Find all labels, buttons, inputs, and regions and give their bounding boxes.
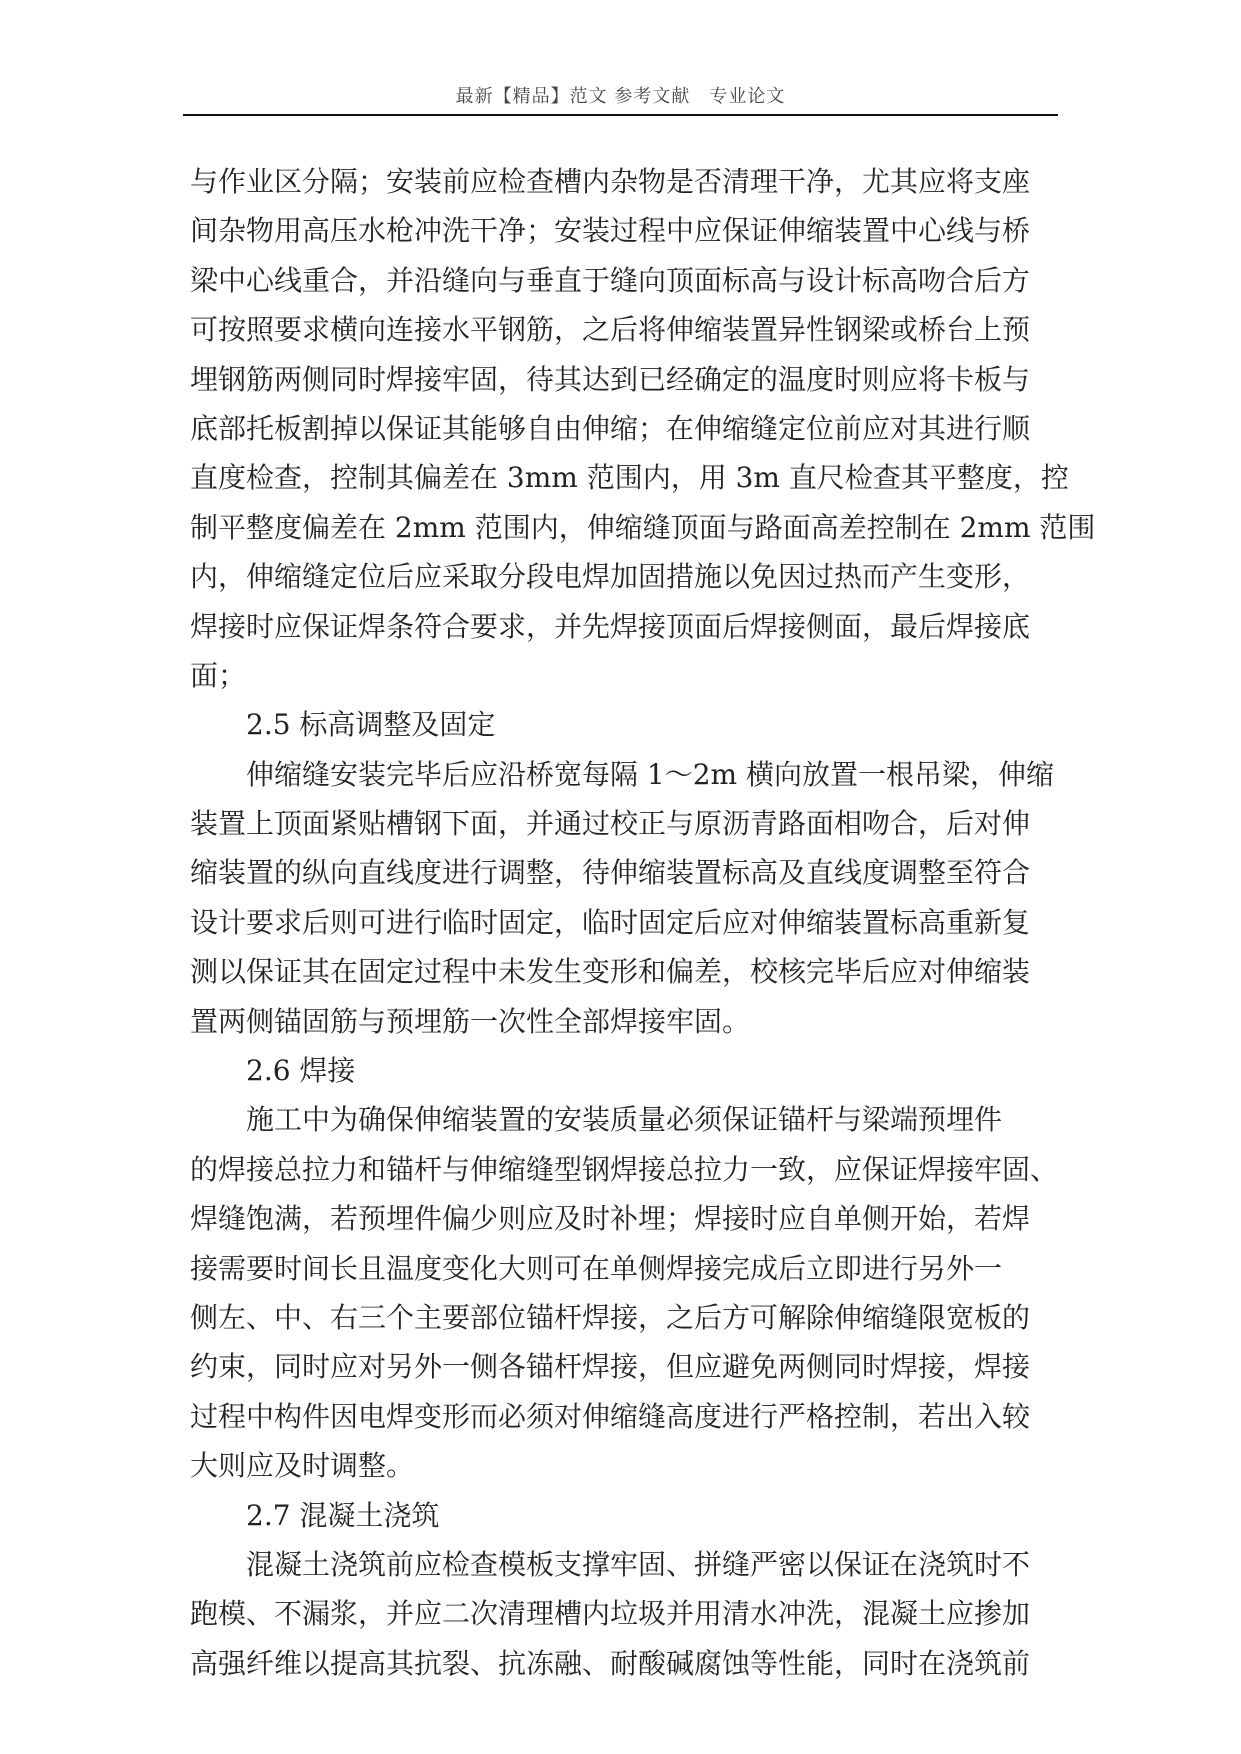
- section-heading-2-5: 2.5 标高调整及固定: [246, 708, 496, 742]
- body-line-31: 高强纤维以提高其抗裂、抗冻融、耐酸碱腐蚀等性能，同时在浇筑前: [190, 1646, 1031, 1680]
- body-line-16: 设计要求后则可进行临时固定，临时固定后应对伸缩装置标高重新复: [190, 905, 1031, 939]
- body-line-20: 施工中为确保伸缩装置的安装质量必须保证锚杆与梁端预埋件: [246, 1103, 1003, 1137]
- body-line-18: 置两侧锚固筋与预埋筋一次性全部焊接牢固。: [190, 1004, 751, 1038]
- body-line-15: 缩装置的纵向直线度进行调整，待伸缩装置标高及直线度调整至符合: [190, 856, 1031, 890]
- body-line-13: 伸缩缝安装完毕后应沿桥宽每隔 1～2m 横向放置一根吊梁，伸缩: [246, 757, 1054, 791]
- body-line-26: 过程中构件因电焊变形而必须对伸缩缝高度进行严格控制，若出入较: [190, 1399, 1031, 1433]
- body-line-11: 面；: [190, 658, 247, 692]
- body-line-21: 的焊接总拉力和锚杆与伸缩缝型钢焊接总拉力一致，应保证焊接牢固、: [190, 1152, 1059, 1186]
- body-line-29: 混凝土浇筑前应检查模板支撑牢固、拼缝严密以保证在浇筑时不: [246, 1547, 1031, 1581]
- body-line-2: 间杂物用高压水枪冲洗干净；安装过程中应保证伸缩装置中心线与桥: [190, 214, 1031, 248]
- body-line-5: 埋钢筋两侧同时焊接牢固，待其达到已经确定的温度时则应将卡板与: [190, 362, 1031, 396]
- body-line-4: 可按照要求横向连接水平钢筋，之后将伸缩装置异性钢梁或桥台上预: [190, 313, 1031, 347]
- body-line-22: 焊缝饱满，若预埋件偏少则应及时补埋；焊接时应自单侧开始，若焊: [190, 1202, 1031, 1236]
- body-line-30: 跑模、不漏浆，并应二次清理槽内垃圾并用清水冲洗，混凝土应掺加: [190, 1597, 1031, 1631]
- body-line-23: 接需要时间长且温度变化大则可在单侧焊接完成后立即进行另外一: [190, 1251, 1003, 1285]
- section-heading-2-7: 2.7 混凝土浇筑: [246, 1498, 440, 1532]
- body-line-14: 装置上顶面紧贴槽钢下面，并通过校正与原沥青路面相吻合，后对伸: [190, 807, 1031, 841]
- body-line-17: 测以保证其在固定过程中未发生变形和偏差，校核完毕后应对伸缩装: [190, 955, 1031, 989]
- body-line-24: 侧左、中、右三个主要部位锚杆焊接，之后方可解除伸缩缝限宽板的: [190, 1300, 1031, 1334]
- section-heading-2-6: 2.6 焊接: [246, 1054, 356, 1088]
- page-header: 最新【精品】范文 参考文献 专业论文: [455, 86, 786, 107]
- document-body: [190, 157, 1096, 1688]
- body-line-27: 大则应及时调整。: [190, 1449, 415, 1483]
- header-divider: [183, 114, 1058, 116]
- body-line-10: 焊接时应保证焊条符合要求，并先焊接顶面后焊接侧面，最后焊接底: [190, 609, 1031, 643]
- body-line-7: 直度检查，控制其偏差在 3mm 范围内，用 3m 直尺检查其平整度，控: [190, 461, 1069, 495]
- body-line-3: 梁中心线重合，并沿缝向与垂直于缝向顶面标高与设计标高吻合后方: [190, 263, 1031, 297]
- body-line-8: 制平整度偏差在 2mm 范围内，伸缩缝顶面与路面高差控制在 2mm 范围: [190, 510, 1096, 544]
- body-line-25: 约束，同时应对另外一侧各锚杆焊接，但应避免两侧同时焊接，焊接: [190, 1350, 1031, 1384]
- body-line-6: 底部托板割掉以保证其能够自由伸缩；在伸缩缝定位前应对其进行顺: [190, 411, 1031, 445]
- body-line-9: 内，伸缩缝定位后应采取分段电焊加固措施以免因过热而产生变形，: [190, 560, 1031, 594]
- body-line-1: 与作业区分隔；安装前应检查槽内杂物是否清理干净，尤其应将支座: [190, 165, 1031, 198]
